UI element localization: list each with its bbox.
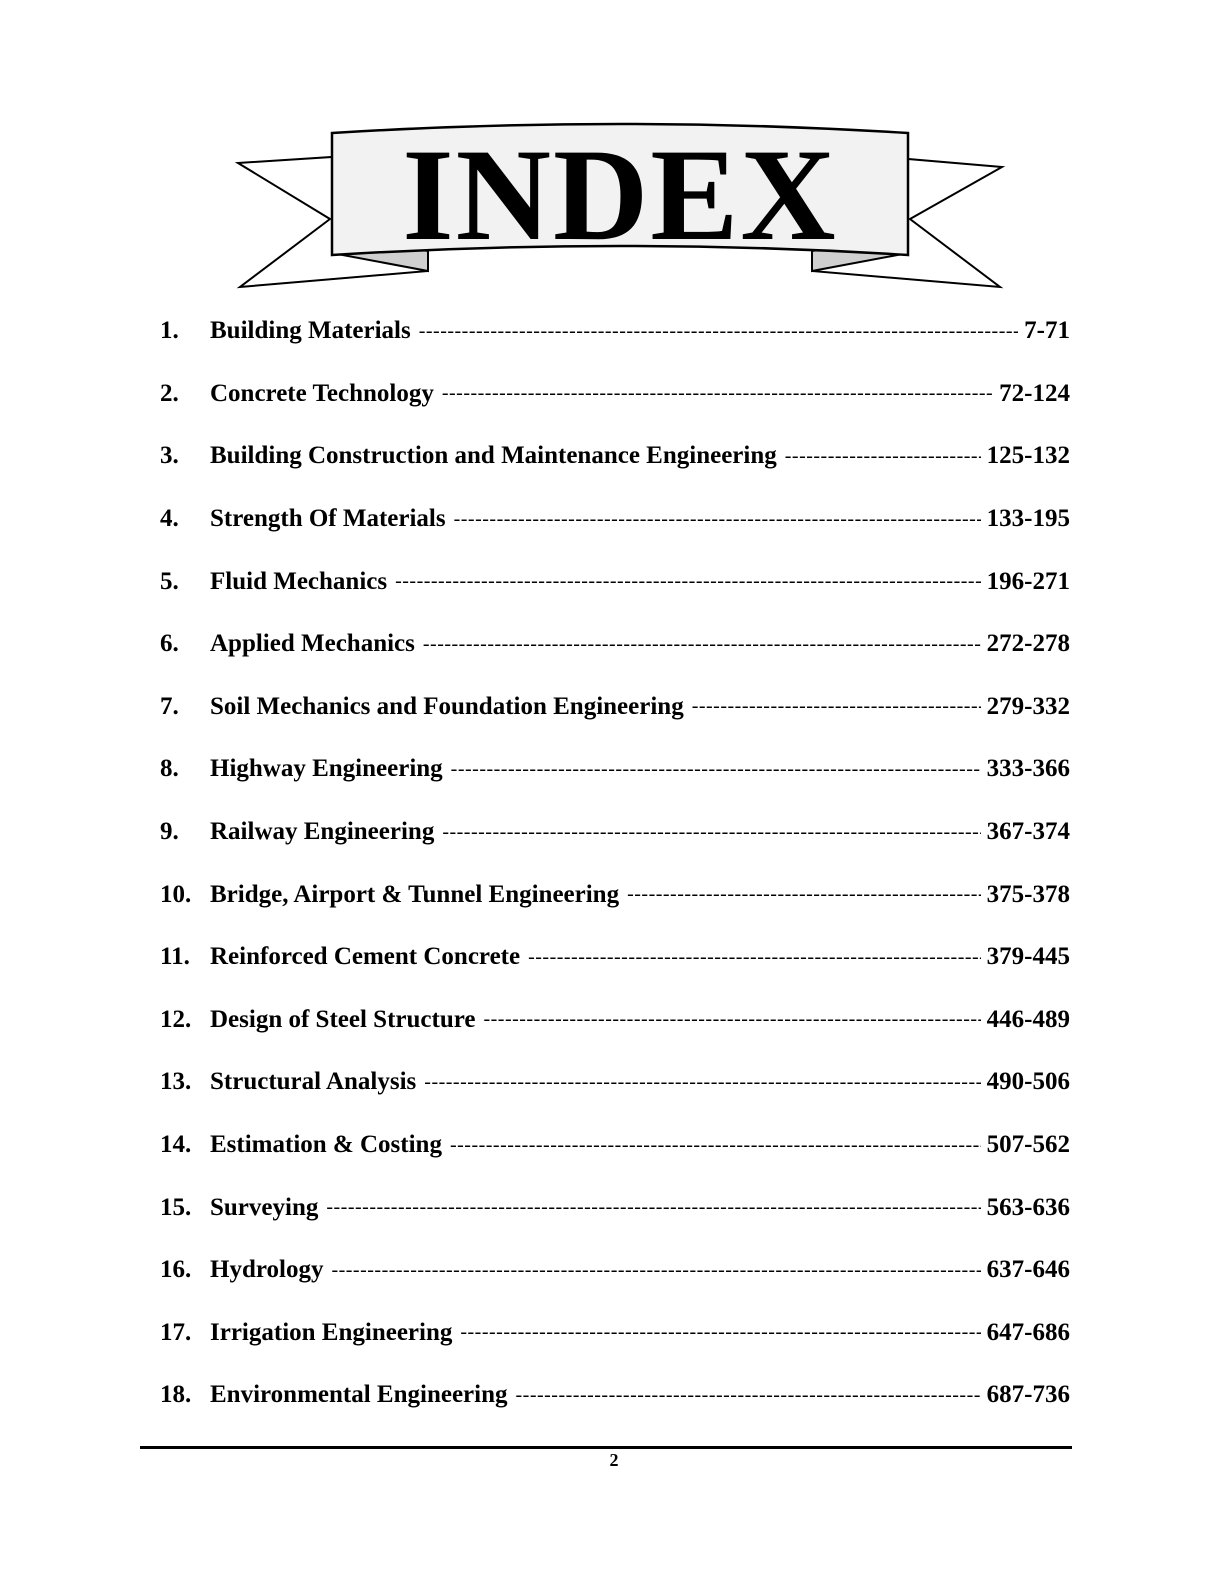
toc-entry-title: Applied Mechanics	[210, 630, 415, 658]
dot-leader	[516, 1384, 981, 1407]
toc-entry	[160, 1176, 1070, 1239]
dot-leader	[442, 821, 980, 844]
toc-entry	[160, 488, 1070, 551]
toc-entry-title: Environmental Engineering	[210, 1381, 508, 1409]
toc-entry-number: 6.	[160, 630, 179, 658]
dot-leader	[483, 1008, 980, 1031]
toc-entry	[160, 550, 1070, 613]
toc-entry-title: Fluid Mechanics	[210, 567, 388, 595]
toc-entry-pages: 72-124	[999, 379, 1070, 407]
toc-entry-title: Concrete Technology	[210, 379, 434, 407]
dot-leader	[627, 883, 981, 906]
dot-leader	[326, 1196, 980, 1219]
toc-entry	[160, 1302, 1070, 1365]
toc-entry-title: Highway Engineering	[210, 755, 443, 783]
toc-entry	[160, 613, 1070, 676]
toc-entry-pages: 279-332	[986, 692, 1070, 720]
toc-entry-number: 4.	[160, 505, 179, 533]
dot-leader	[419, 320, 1018, 343]
toc-entry-number: 9.	[160, 818, 179, 846]
toc-entry-number: 12.	[160, 1005, 192, 1033]
toc-entry-pages: 196-271	[986, 567, 1070, 595]
toc-entry	[160, 989, 1070, 1052]
toc-entry	[160, 863, 1070, 926]
toc-entry-title: Estimation & Costing	[210, 1131, 442, 1159]
toc-entry	[160, 425, 1070, 488]
toc-entry-number: 5.	[160, 567, 179, 595]
toc-entry-title: Building Construction and Maintenance Engineering	[210, 442, 777, 470]
toc-entry-pages: 507-562	[986, 1131, 1070, 1159]
toc-entry-title: Reinforced Cement Concrete	[210, 943, 521, 971]
toc-entry	[160, 1051, 1070, 1114]
toc-entry	[160, 738, 1070, 801]
toc-entry	[160, 363, 1070, 426]
toc-entry-pages: 272-278	[986, 630, 1070, 658]
toc-entry-number: 14.	[160, 1131, 192, 1159]
toc-entry-pages: 637-646	[986, 1256, 1070, 1284]
toc-entry-title: Structural Analysis	[210, 1068, 417, 1096]
dot-leader	[424, 1071, 980, 1094]
toc-entry-number: 10.	[160, 880, 192, 908]
page-number: 2	[609, 1450, 619, 1470]
toc-entry-title: Irrigation Engineering	[210, 1318, 453, 1346]
toc-entry-pages: 367-374	[986, 818, 1070, 846]
dot-leader	[395, 570, 981, 593]
toc-entry-title: Building Materials	[210, 317, 411, 345]
toc-entry-pages: 379-445	[986, 943, 1070, 971]
toc-entry-pages: 446-489	[986, 1005, 1070, 1033]
toc-entry-number: 15.	[160, 1193, 192, 1221]
toc-entry	[160, 300, 1070, 363]
page-title: INDEX	[402, 121, 838, 268]
toc-entry-title: Railway Engineering	[210, 818, 435, 846]
toc-entry	[160, 676, 1070, 739]
toc-entry-number: 17.	[160, 1318, 192, 1346]
toc-entry-pages: 7-71	[1024, 317, 1070, 345]
dot-leader	[331, 1259, 980, 1282]
toc-entry-number: 7.	[160, 692, 179, 720]
toc-entry-pages: 687-736	[986, 1381, 1070, 1409]
toc-entry	[160, 801, 1070, 864]
toc-entry-number: 2.	[160, 379, 179, 407]
dot-leader	[528, 946, 981, 969]
dot-leader	[451, 758, 981, 781]
dot-leader	[460, 1321, 980, 1344]
index-banner	[230, 115, 1010, 300]
toc-entry-pages: 333-366	[986, 755, 1070, 783]
toc-entry-pages: 125-132	[986, 442, 1070, 470]
dot-leader	[450, 1134, 981, 1157]
toc-entry-title: Bridge, Airport & Tunnel Engineering	[210, 880, 620, 908]
toc-entry-pages: 133-195	[986, 505, 1070, 533]
footer-divider	[140, 1446, 1072, 1449]
toc-entry-title: Soil Mechanics and Foundation Engineering	[210, 692, 684, 720]
toc-entry-number: 13.	[160, 1068, 192, 1096]
toc-entry-pages: 375-378	[986, 880, 1070, 908]
toc-entry-pages: 490-506	[986, 1068, 1070, 1096]
toc-entry	[160, 1239, 1070, 1302]
toc-entry	[160, 926, 1070, 989]
toc-entry-number: 16.	[160, 1256, 192, 1284]
toc-entry	[160, 1364, 1070, 1427]
toc-entry-title: Design of Steel Structure	[210, 1005, 476, 1033]
toc-entry-number: 18.	[160, 1381, 192, 1409]
toc-entry-title: Hydrology	[210, 1256, 324, 1284]
toc-entry	[160, 1114, 1070, 1177]
dot-leader	[785, 445, 981, 468]
table-of-contents	[160, 300, 1070, 1427]
dot-leader	[692, 695, 981, 718]
toc-entry-title: Strength Of Materials	[210, 505, 446, 533]
toc-entry-number: 1.	[160, 317, 179, 345]
toc-entry-number: 8.	[160, 755, 179, 783]
dot-leader	[423, 633, 981, 656]
dot-leader	[442, 382, 993, 405]
toc-entry-pages: 647-686	[986, 1318, 1070, 1346]
toc-entry-title: Surveying	[210, 1193, 319, 1221]
toc-entry-pages: 563-636	[986, 1193, 1070, 1221]
toc-entry-number: 11.	[160, 943, 190, 971]
toc-entry-number: 3.	[160, 442, 179, 470]
dot-leader	[454, 508, 981, 531]
